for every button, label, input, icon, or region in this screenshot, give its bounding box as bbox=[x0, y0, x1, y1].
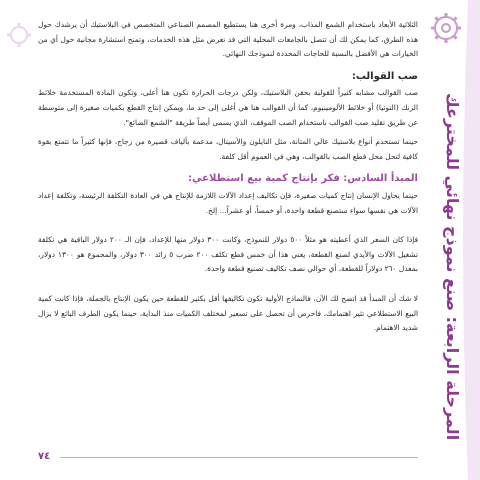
paragraph: صب القوالب مشابه كثيراً للقولبة بحقن البلاستيك، ولكن درجات الحرارة تكون هنا أعلى، وتكون المادة المستخدمة خلائط الزنك (التوتيا) أو خلائط الألومينيوم، كما أن القوالب هنا هي أغلى إلى حد ما، ويمكن إنتاج القطع بكميات صغيرة إلى متوسطة عن طريق تقليد صب القوالب باستخدام الصب الموقف، الذي يسمى أيضاً طريقة "الشمع الضائع". bbox=[38, 88, 418, 127]
paragraph: حينما يحاول الإنسان إنتاج كميات صغيرة، فإن تكاليف إعداد الآلات اللازمة للإنتاج هي في العادة التكلفة الرئيسة، وتكلفة إعداد الآلات هي نفسها سواء ستصنع قطعة واحدة، أو خمساً، أو عشراً... إلخ. bbox=[38, 190, 418, 215]
paragraph: فإذا كان السعر الذي أعطيته هو مثلاً ٥٠٠ دولار للنموذج، وكانت ٣٠٠ دولار منها للإعداد، فإن الـ ٢٠٠ دولار الباقية هي تكلفة تشغيل الآلات والأيدي لصنع القطعة، يعني هذا أن خمس قطع تكلف ٢٠٠ ضرب ٥ زائد ٣٠٠ دولار، والمجموع هو ١٣٠٠ دولار، بمعدل ٢٦٠ دولاراً للقطعة، أي حوالي نصف تكاليف تصنيع قطعة واحدة. bbox=[38, 235, 419, 274]
page-number: ٧٤ bbox=[38, 451, 51, 462]
principle-heading: المبدأ السادس: فكر بإنتاج كمية بيع استطلاعي: bbox=[188, 173, 418, 185]
gear-icon bbox=[4, 20, 34, 50]
paragraph: الثلاثية الأبعاد باستخدام الشمع المذاب، ومرة أخرى هنا يستطيع المصمم الصناعي المتخصص في البلاستيك أن يرشدك حول هذه الطرق، كما يمكن لك أن تتصل بالجامعات المحلية التي قد تعرض مثل هذه الخدمات، وتمنح استشارة مجانية حول أي من الخيارات هي الأفضل بالنسبة للحاجات المحددة لنموذجك النهائي. bbox=[38, 20, 418, 59]
chapter-side-title: المرحلة الرابعة: صنع نموذج نهائي للمخترعك bbox=[443, 92, 462, 440]
section-heading: صب القوالب: bbox=[351, 70, 418, 82]
main-text bbox=[38, 18, 418, 341]
paragraph: لا شك أن المبدأ قد اتضح لك الآن، فالنماذج الأولية تكون تكاليفها أقل بكثير للقطعة حين يكون الإنتاج بالجملة، فإذا كانت كمية البيع الاستطلاعي تثير اهتمامك، فاحرص أن تحصل على تسعير لمختلف الكميات منذ البداية، حينما يكون الطرف البائع لا يزال شديد الاهتمام. bbox=[38, 293, 418, 333]
side-band bbox=[428, 0, 480, 480]
paragraph: حينما تستخدم أنواع بلاستيك عالي المتانة، مثل النايلون والأسيتال، مدعمة بألياف قصيرة من زجاج، فإنها كثيراً ما تتمتع بقوة كافية لتحل محل قطع الصب بالقوالب، وهي في العموم أقل كلفة. bbox=[38, 137, 418, 161]
footer-rule bbox=[60, 457, 418, 458]
